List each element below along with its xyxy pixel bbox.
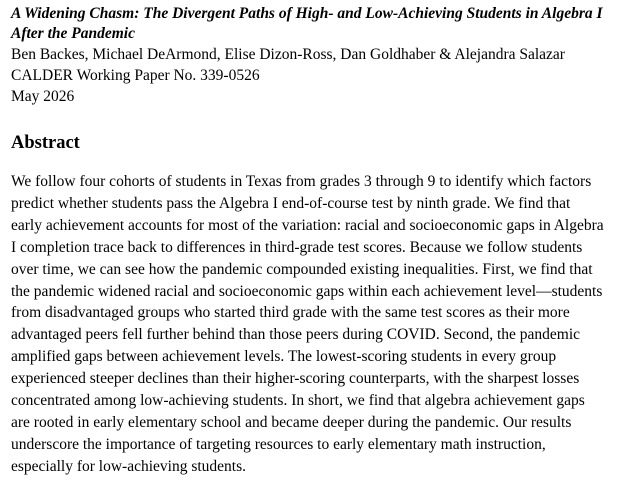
abstract-line: underscore the importance of targeting resources to early elementary math instruction, — [11, 435, 546, 453]
abstract-line: from disadvantaged groups who started third grade with the same test scores as their more — [11, 304, 570, 322]
paper-date: May 2026 — [11, 88, 75, 105]
abstract-line: over time, we can see how the pandemic compounded existing inequalities. First, we find that — [11, 260, 593, 278]
abstract-line: I completion trace back to differences in third-grade test scores. Because we follow students — [11, 238, 583, 256]
abstract-line: predict whether students pass the Algebra I end-of-course test by ninth grade. We find that — [11, 194, 571, 212]
paper-title-line-1: A Widening Chasm: The Divergent Paths of High- and Low-Achieving Students in Algebra I — [11, 5, 603, 22]
paper-header — [11, 4, 628, 107]
paper-title-line-2: After the Pandemic — [11, 25, 135, 42]
abstract-line: the pandemic widened racial and socioeconomic gaps within each achievement level—students — [11, 282, 603, 300]
abstract-body — [11, 171, 628, 478]
abstract-line: concentrated among low-achieving students. In short, we find that algebra achievement gaps — [11, 392, 585, 410]
abstract-line: are rooted in early elementary school and became deeper during the pandemic. Our results — [11, 413, 572, 431]
paper-authors: Ben Backes, Michael DeArmond, Elise Dizon-Ross, Dan Goldhaber & Alejandra Salazar — [11, 46, 565, 63]
abstract-line: especially for low-achieving students. — [11, 457, 247, 475]
abstract-heading: Abstract — [11, 133, 80, 153]
abstract-line: advantaged peers fell further behind than those peers during COVID. Second, the pandemic — [11, 326, 581, 344]
abstract-line: We follow four cohorts of students in Texas from grades 3 through 9 to identify which factors — [11, 173, 592, 190]
paper-series: CALDER Working Paper No. 339-0526 — [11, 67, 260, 84]
abstract-line: amplified gaps between achievement levels. The lowest-scoring students in every group — [11, 348, 557, 366]
abstract-line: early achievement accounts for most of the variation: racial and socioeconomic gaps in Algebra — [11, 216, 604, 234]
abstract-line: experienced steeper declines than their higher-scoring counterparts, with the sharpest losses — [11, 370, 580, 388]
